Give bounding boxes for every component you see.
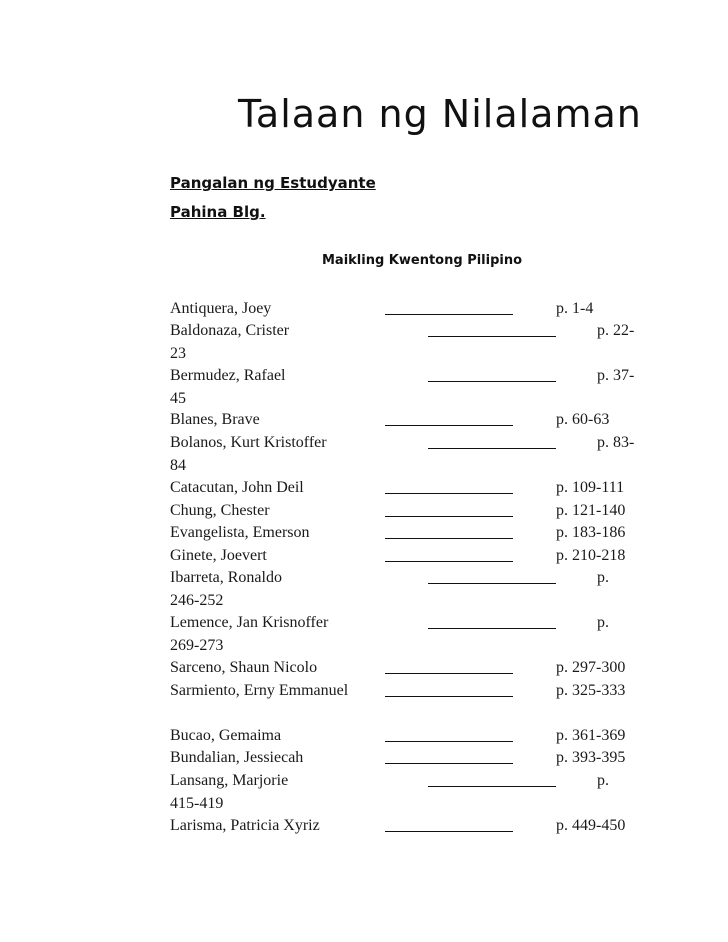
entry-page: p. 325-333 (556, 682, 626, 699)
list-item (0, 680, 728, 702)
entry-name: Ginete, Joevert (170, 547, 267, 564)
entry-page: p. 109-111 (556, 479, 625, 496)
leader-line (428, 583, 556, 584)
list-item (0, 545, 728, 567)
entry-page: p. (597, 772, 609, 789)
entry-name: Catacutan, John Deil (170, 479, 304, 496)
entry-page: p. 22- (597, 322, 635, 339)
leader-line (428, 381, 556, 382)
entry-name: Sarceno, Shaun Nicolo (170, 659, 318, 676)
entry-page-continued: 415-419 (170, 795, 224, 812)
leader-line (385, 493, 513, 494)
leader-line (385, 831, 513, 832)
entry-page-continued: 84 (170, 457, 186, 474)
entry-page: p. (597, 614, 609, 631)
entry-page: p. 121-140 (556, 502, 626, 519)
entry-name: Lemence, Jan Krisnoffer (170, 614, 329, 631)
leader-line (385, 763, 513, 764)
entry-name: Antiquera, Joey (170, 300, 272, 317)
list-item (0, 477, 728, 499)
leader-line (385, 673, 513, 674)
entry-page: p. 83- (597, 434, 635, 451)
list-item (0, 612, 728, 654)
entry-name: Bucao, Gemaima (170, 727, 282, 744)
entry-page: p. 449-450 (556, 817, 626, 834)
list-item (0, 365, 728, 407)
entry-name: Bolanos, Kurt Kristoffer (170, 434, 327, 451)
leader-line (428, 448, 556, 449)
entry-page-continued: 269-273 (170, 637, 224, 654)
entry-page: p. 1-4 (556, 300, 594, 317)
entry-page-continued: 246-252 (170, 592, 224, 609)
entry-page: p. 361-369 (556, 727, 626, 744)
entry-name: Evangelista, Emerson (170, 524, 310, 541)
list-item (0, 409, 728, 431)
entry-page: p. 60-63 (556, 411, 610, 428)
list-item (0, 747, 728, 769)
leader-line (385, 425, 513, 426)
leader-line (428, 786, 556, 787)
list-item (0, 657, 728, 679)
list-item (0, 432, 728, 474)
page-number-label: Pahina Blg. (170, 203, 266, 221)
entry-page-continued: 23 (170, 345, 186, 362)
leader-line (385, 516, 513, 517)
leader-line (385, 538, 513, 539)
leader-line (385, 741, 513, 742)
list-item (0, 500, 728, 522)
entry-name: Blanes, Brave (170, 411, 260, 428)
entry-page: p. 37- (597, 367, 635, 384)
entry-name: Bundalian, Jessiecah (170, 749, 304, 766)
entry-page-continued: 45 (170, 390, 186, 407)
entry-name: Larisma, Patricia Xyriz (170, 817, 320, 834)
entry-name: Ibarreta, Ronaldo (170, 569, 282, 586)
section-title: Maikling Kwentong Pilipino (322, 253, 523, 268)
leader-line (385, 314, 513, 315)
list-item (0, 815, 728, 837)
entry-name: Chung, Chester (170, 502, 270, 519)
entry-page: p. 210-218 (556, 547, 626, 564)
entry-page: p. 297-300 (556, 659, 626, 676)
entry-name: Lansang, Marjorie (170, 772, 289, 789)
list-item (0, 725, 728, 747)
leader-line (428, 628, 556, 629)
list-item (0, 567, 728, 609)
leader-line (385, 561, 513, 562)
student-name-label: Pangalan ng Estudyante (170, 174, 376, 192)
list-item (0, 320, 728, 362)
leader-line (428, 336, 556, 337)
entry-name: Bermudez, Rafael (170, 367, 286, 384)
entry-name: Sarmiento, Erny Emmanuel (170, 682, 349, 699)
list-item (0, 770, 728, 812)
entry-page: p. 183-186 (556, 524, 626, 541)
entry-name: Baldonaza, Crister (170, 322, 290, 339)
entry-page: p. (597, 569, 609, 586)
page-title: Talaan ng Nilalaman (238, 92, 642, 136)
list-item (0, 298, 728, 320)
leader-line (385, 696, 513, 697)
entry-page: p. 393-395 (556, 749, 626, 766)
list-item (0, 522, 728, 544)
